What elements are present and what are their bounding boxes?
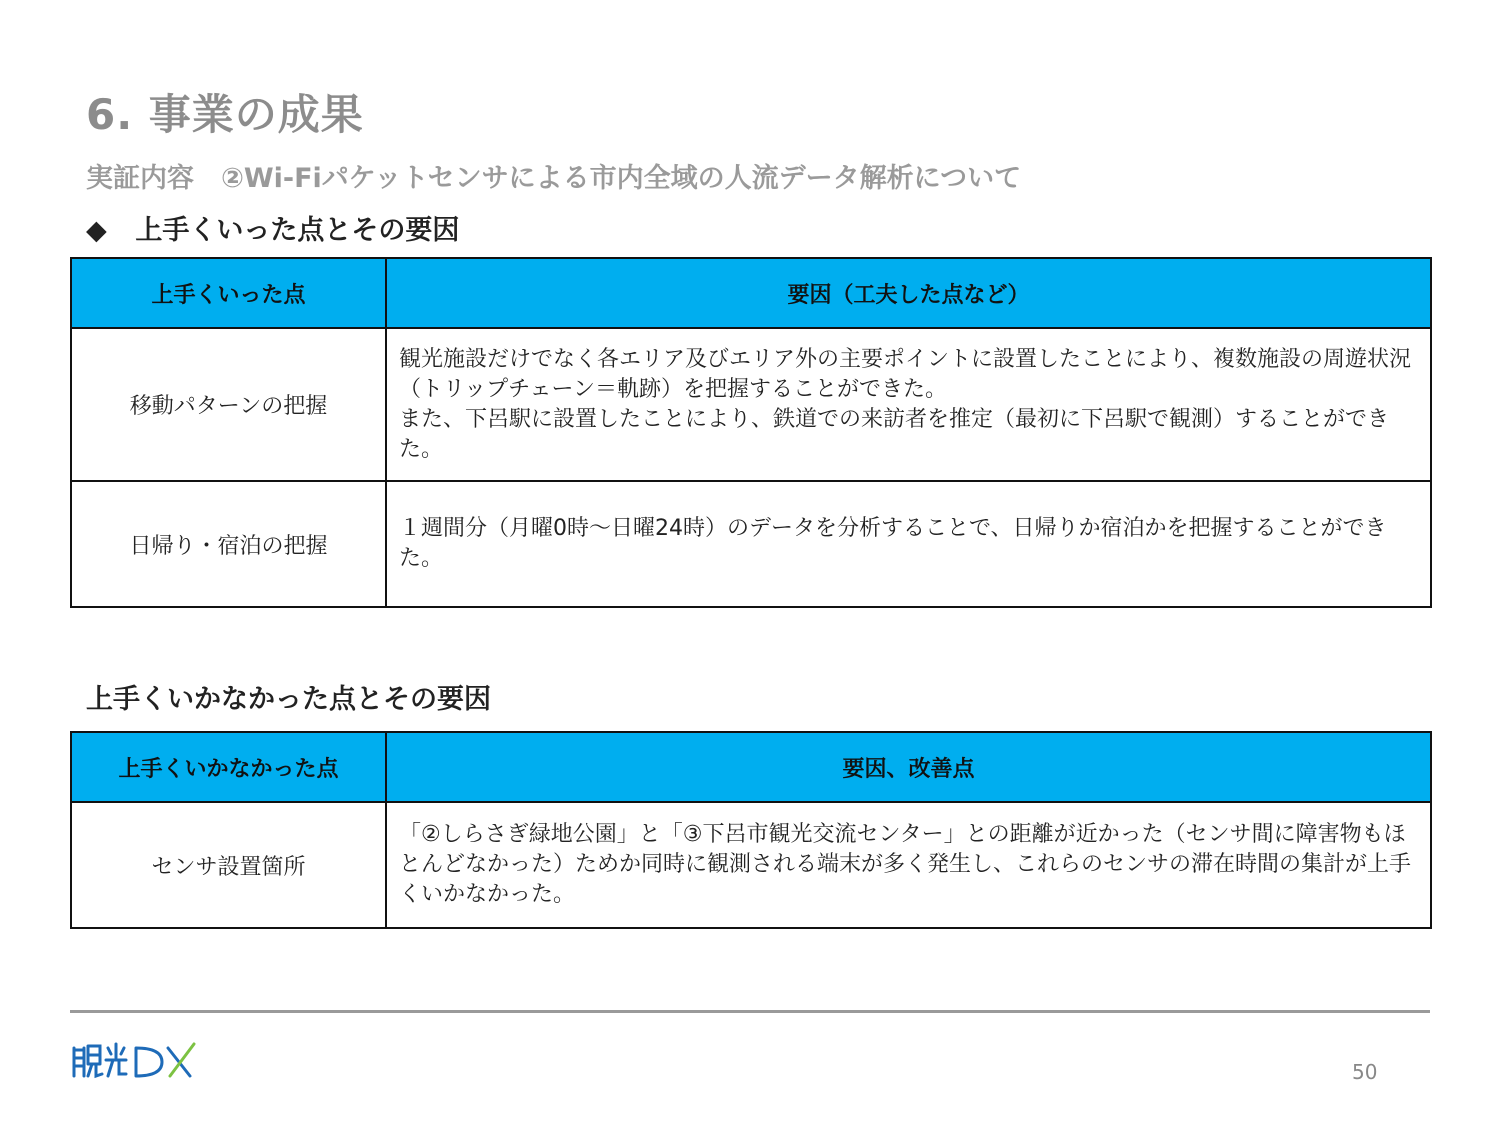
successes-table [70, 257, 1432, 608]
table-cell-point: 移動パターンの把握 [71, 328, 386, 481]
footer-divider [70, 1010, 1430, 1013]
table-cell-reason: 観光施設だけでなく各エリア及びエリア外の主要ポイントに設置したことにより、複数施設の周遊状況（トリップチェーン＝軌跡）を把握することができた。 また、下呂駅に設置したことにより、鉄道での来訪者を推定（最初に下呂駅で観測）することができた。 [386, 328, 1431, 481]
page-number: 50 [1352, 1060, 1378, 1084]
page-title: 6. 事業の成果 [86, 90, 364, 139]
column-header-reason: 要因（工夫した点など） [386, 258, 1431, 328]
kanko-dx-logo [70, 1040, 200, 1084]
table-cell-reason: 「②しらさぎ緑地公園」と「③下呂市観光交流センター」との距離が近かった（センサ間に障害物もほとんどなかった）ためか同時に観測される端末が多く発生し、これらのセンサの滞在時間の集計が上手くいかなかった。 [386, 802, 1431, 928]
page-subtitle: 実証内容 ②Wi-Fiパケットセンサによる市内全域の人流データ解析について [86, 163, 1022, 194]
section-heading-failures: 上手くいかなかった点とその要因 [86, 684, 491, 715]
section-heading-label: 上手くいった点とその要因 [135, 215, 460, 246]
table-row [71, 802, 1431, 928]
table-header-row [71, 732, 1431, 802]
column-header-point: 上手くいった点 [71, 258, 386, 328]
diamond-bullet-icon: ◆ [86, 215, 107, 246]
table-cell-point: センサ設置箇所 [71, 802, 386, 928]
table-cell-reason: １週間分（月曜0時～日曜24時）のデータを分析することで、日帰りか宿泊かを把握することができた。 [386, 481, 1431, 607]
section-heading-successes [86, 208, 459, 247]
column-header-reason: 要因、改善点 [386, 732, 1431, 802]
table-row [71, 481, 1431, 607]
table-header-row [71, 258, 1431, 328]
table-row [71, 328, 1431, 481]
table-cell-point: 日帰り・宿泊の把握 [71, 481, 386, 607]
failures-table [70, 731, 1432, 929]
column-header-point: 上手くいかなかった点 [71, 732, 386, 802]
